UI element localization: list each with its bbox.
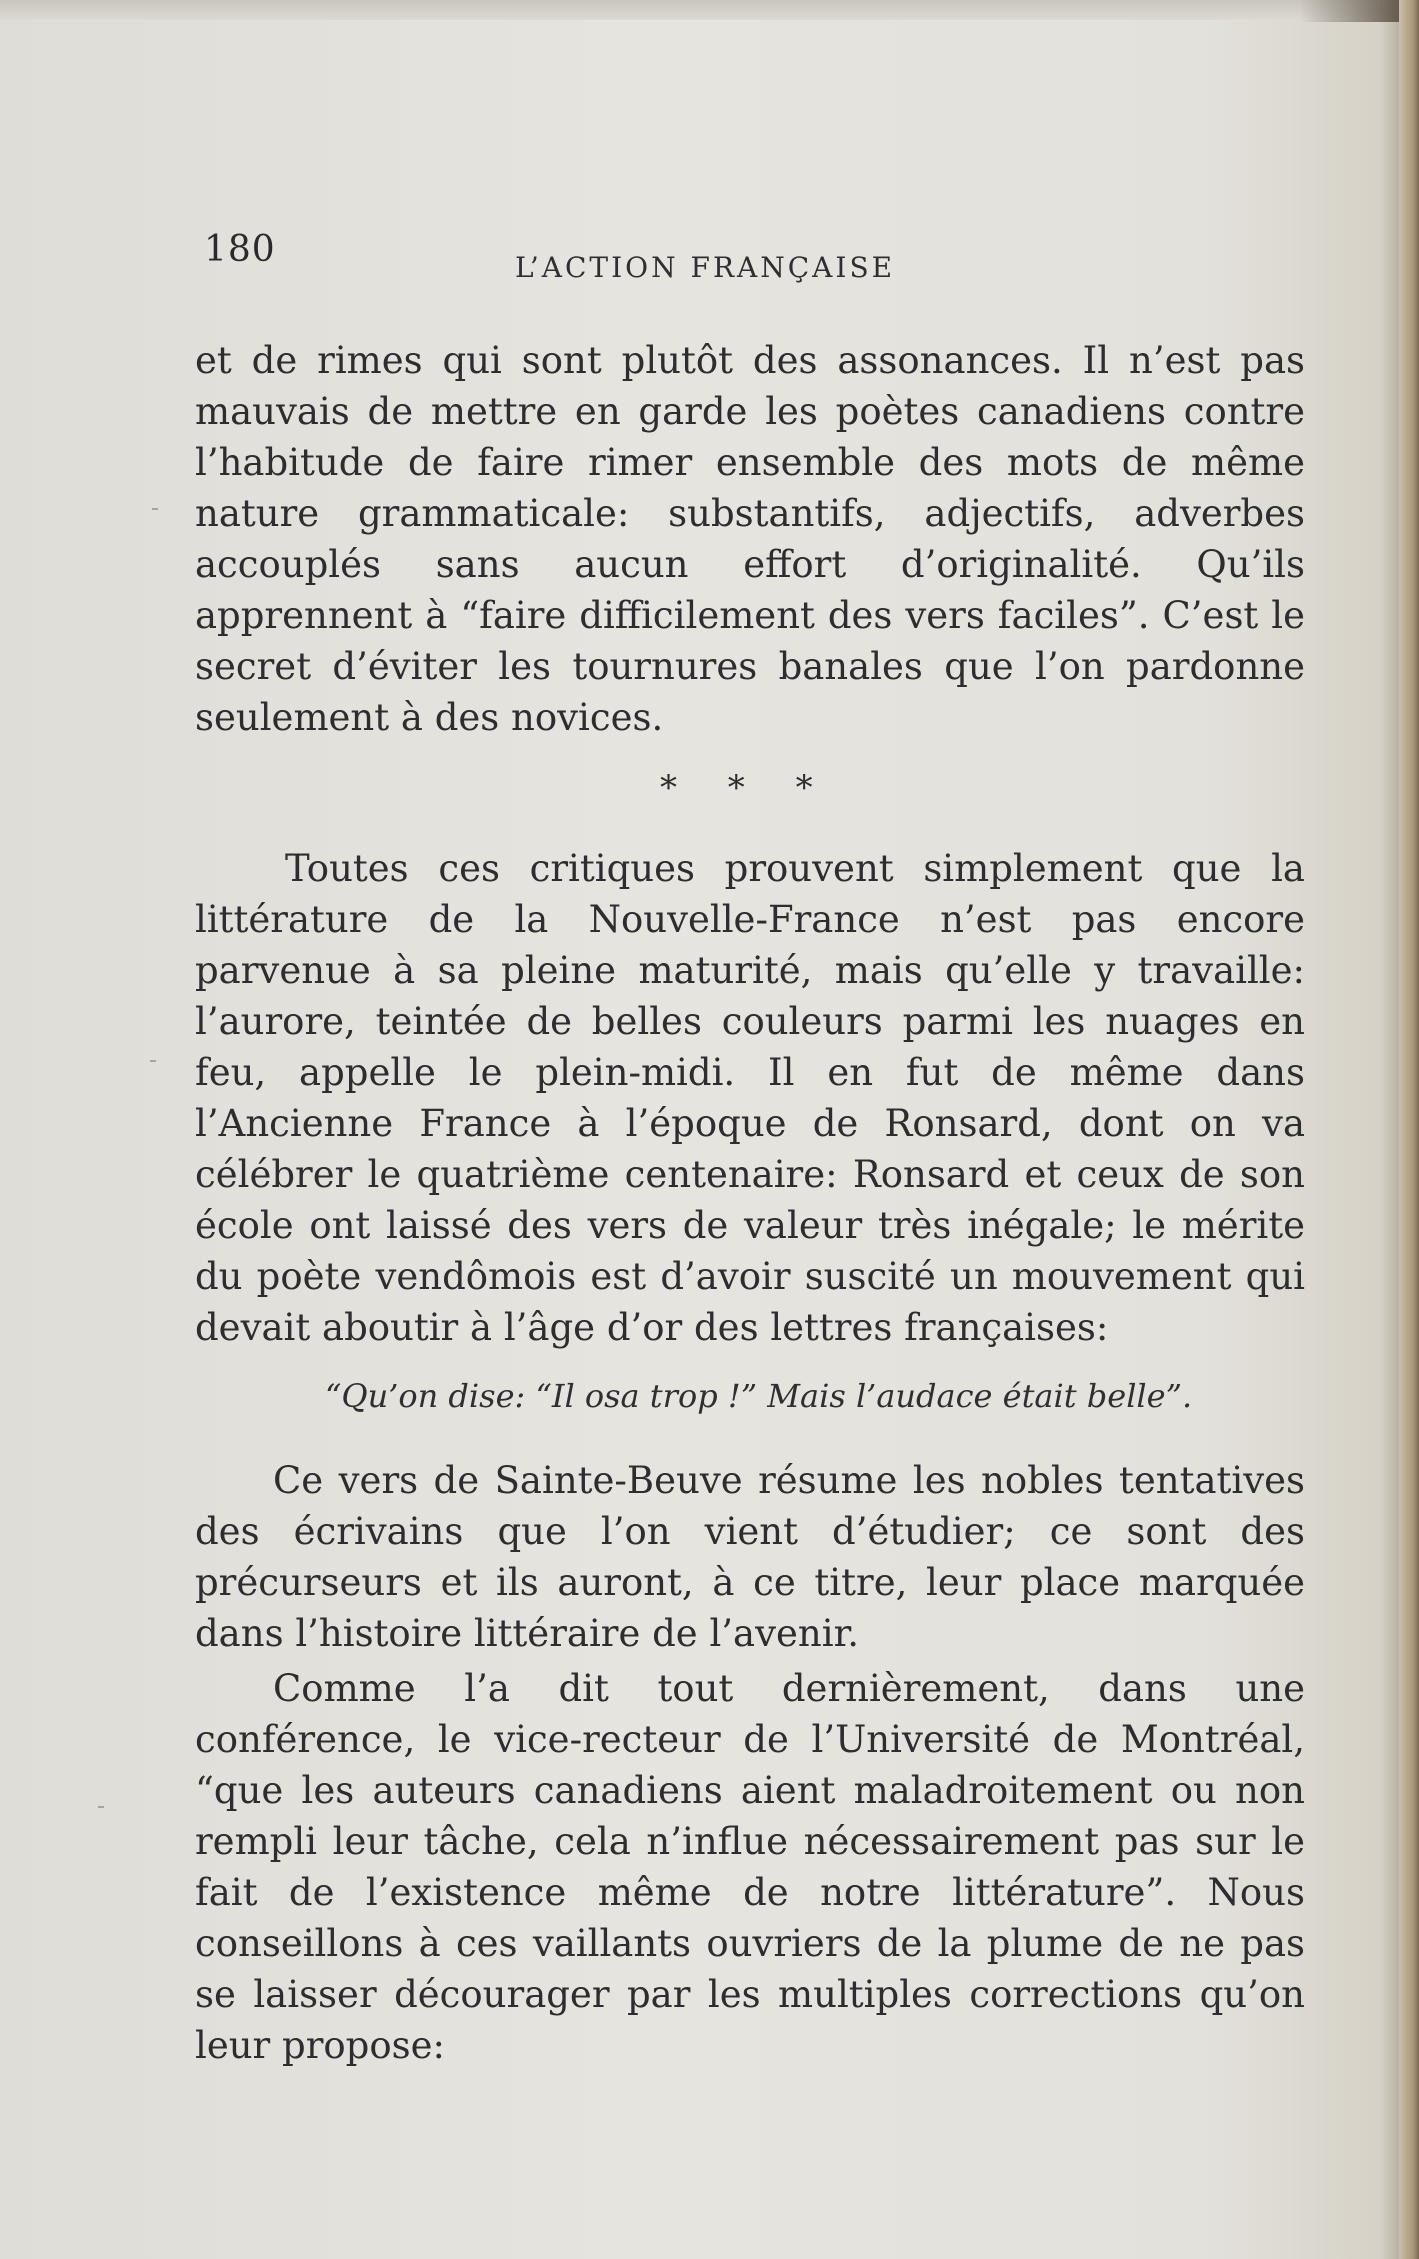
paragraph-2: Toutes ces critiques prouvent simplement que la littérature de la Nouvelle-France n’est pas encore parvenue à sa pleine maturité, mais qu’elle y travaille: l’aurore, teintée de belles couleurs parmi les nuages en feu, appelle le plein-midi. Il en fut de même dans l’Ancienne France à l’époque de Ronsard, dont on va célébrer le quatrième centenaire: Ronsard et ceux de son école ont laissé des vers de valeur très inégale; le mérite du poète vendômois est d’avoir suscité un mouvement qui devait aboutir à l’âge d’or des lettres françaises: [195,847,1305,1349]
running-title: L’ACTION FRANÇAISE [515,251,896,284]
verse-quote: “Qu’on dise: “Il osa trop !” Mais l’audace était belle”. [325,1377,1193,1415]
paper-speck [98,1806,104,1808]
paragraph-4: Comme l’a dit tout dernièrement, dans une conférence, le vice-recteur de l’Université de Montréal, “que les auteurs canadiens aient maladroitement ou non rempli leur tâche, cela n’influe nécessairement pas sur le fait de l’existence même de notre littérature”. Nous conseillons à ces vaillants ouvriers de la plume de ne pas se laisser décourager par les multiples corrections qu’on leur propose: [195,1667,1305,2067]
paragraph-3: Ce vers de Sainte-Beuve résume les nobles tentatives des écrivains que l’on vient d’étudier; ce sont des précurseurs et ils auront, à ce titre, leur place marquée dans l’histoire littéraire de l’avenir. [195,1459,1305,1655]
section-separator: * * * [660,768,833,808]
page-top-edge [0,0,1419,20]
paragraph-1: et de rimes qui sont plutôt des assonances. Il n’est pas mauvais de mettre en garde les poètes canadiens contre l’habitude de faire rimer ensemble des mots de même nature grammaticale: substantifs, adjectifs, adverbes accouplés sans aucun effort d’originalité. Qu’ils apprennent à “faire difficilement des vers faciles”. C’est le secret d’éviter les tournures banales que l’on pardonne seulement à des novices. [195,339,1305,739]
page-header [200,225,1300,285]
paper-speck [152,508,158,510]
page-binding-edge [1399,0,1419,2259]
paper-speck [150,1060,156,1062]
page-number: 180 [204,229,276,270]
